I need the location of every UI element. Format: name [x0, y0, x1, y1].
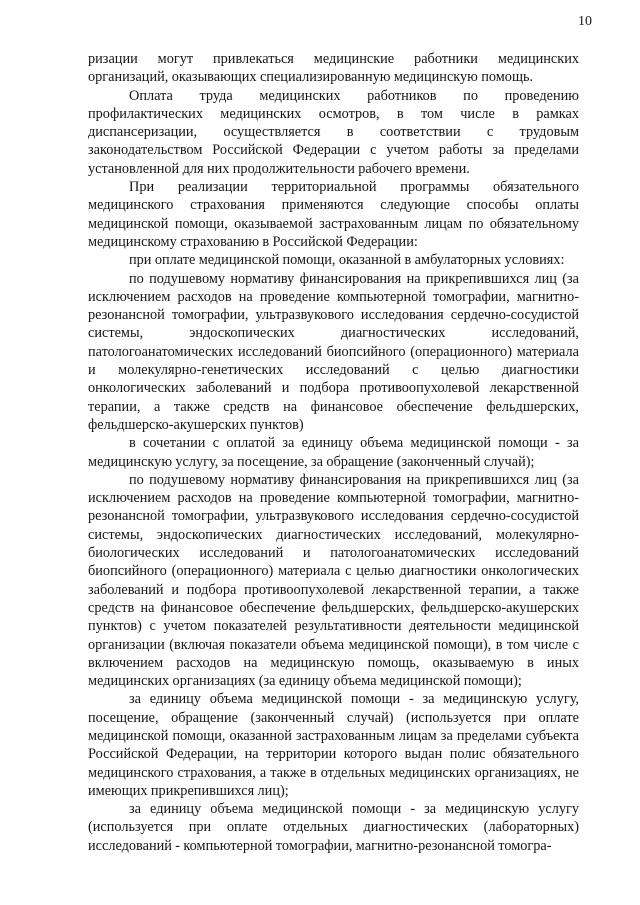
paragraph-combined-unit-payment: в сочетании с оплатой за единицу объема медицинской помощи - за медицинскую услугу, за посещение, за обращение (законченный случай); — [88, 435, 579, 470]
paragraph-per-capita-performance: по подушевому нормативу финансирования на прикрепившихся лиц (за исключением расходов на проведение компьютерной томографии, магнитно-резонансной томографии, ультразвукового исследования сердечно-сосудистой системы, эндоскопических диагностических исследований, молекулярно-биологических исследований и патологоанатомических исследований биопсийного (операционного) материала с целью диагностики онкологических заболеваний и подбора противоопухолевой лекарственной терапии, а также средств на финансовое обеспечение фельдшерских, фельдшерско-акушерских пунктов) с учетом показателей результативности деятельности медицинской организации (включая показатели объема медицинской помощи), в том числе с включением расходов на медицинскую помощь, оказываемую в иных медицинских организациях (за единицу объема медицинской помощи); — [88, 471, 579, 690]
paragraph-continuation: ризации могут привлекаться медицинские работники медицинских организаций, оказывающих специализированную медицинскую помощь. — [88, 51, 579, 86]
paragraph-payment-methods: При реализации территориальной программы обязательного медицинского страхования применяются следующие способы оплаты медицинской помощи, оказываемой застрахованным лицам по обязательному медицинскому страхованию в Российской Федерации: — [88, 179, 579, 250]
page-number: 10 — [578, 14, 592, 29]
paragraph-outpatient-heading: при оплате медицинской помощи, оказанной в амбулаторных условиях: — [129, 252, 565, 269]
paragraph-per-capita-standard: по подушевому нормативу финансирования на прикрепившихся лиц (за исключением расходов на проведение компьютерной томографии, магнитно-резонансной томографии, ультразвукового исследования сердечно-сосудистой системы, эндоскопических диагностических исследований, патологоанатомических исследований биопсийного (операционного) материала и молекулярно-генетических исследований с целью диагностики онкологических заболеваний и подбора противоопухолевой лекарственной терапии, а также средств на финансовое обеспечение фельдшерских, фельдшерско-акушерских пунктов) — [88, 270, 579, 433]
paragraph-staff-pay: Оплата труда медицинских работников по проведению профилактических медицинских осмотров, в том числе в рамках диспансеризации, осуществляется в соответствии с трудовым законодательством Российской Федерации с учетом работы за пределами установленной для них продолжительности рабочего времени. — [88, 87, 579, 177]
document-body — [88, 50, 579, 855]
paragraph-unit-of-volume-visits: за единицу объема медицинской помощи - за медицинскую услугу, посещение, обращение (законченный случай) (используется при оплате медицинской помощи, оказанной застрахованным лицам за пределами субъекта Российской Федерации, на территории которого выдан полис обязательного медицинского страхования, а также в отдельных медицинских организациях, не имеющих прикрепившихся лиц); — [88, 691, 579, 799]
paragraph-unit-of-volume-services: за единицу объема медицинской помощи - за медицинскую услугу (используется при оплате отдельных диагностических (лабораторных) исследований - компьютерной томографии, магнитно-резонансной томогра- — [88, 801, 579, 854]
